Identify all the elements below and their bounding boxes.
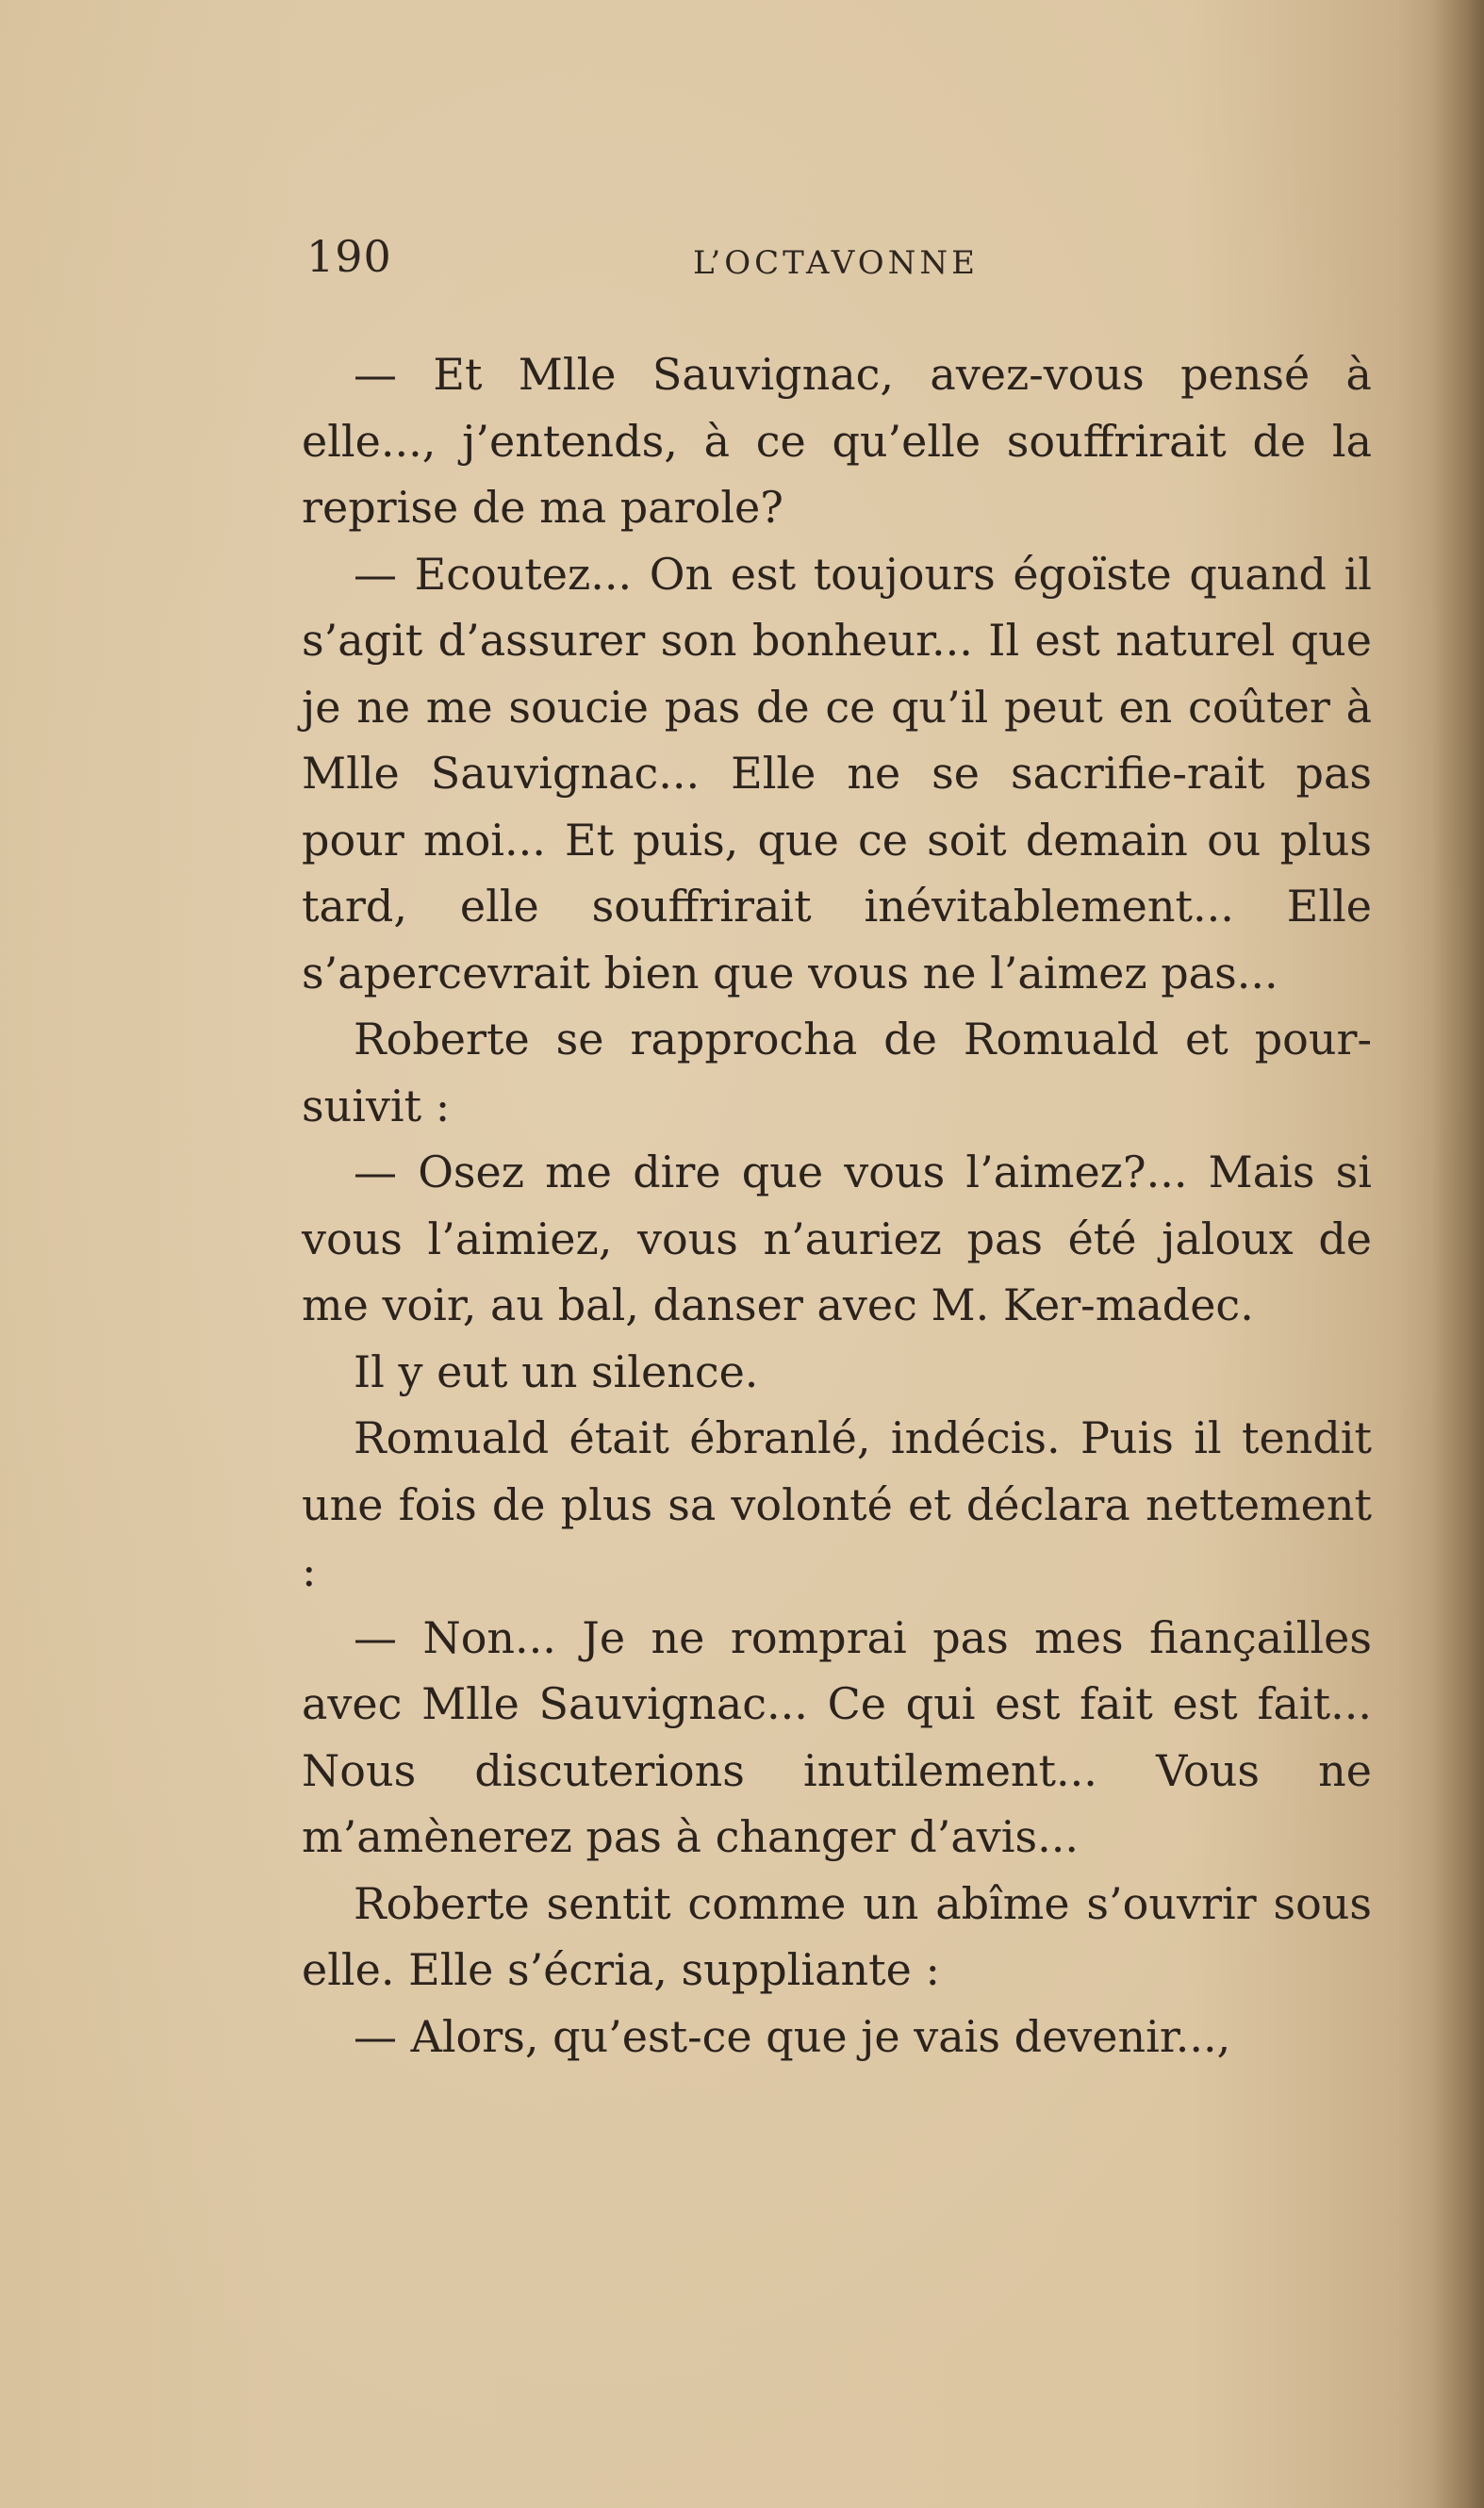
paragraph: Romuald était ébranlé, indécis. Puis il tendit une fois de plus sa volonté et déclara nettement : [302, 1412, 1372, 1596]
paragraph: — Et Mlle Sauvignac, avez-vous pensé à elle..., j’entends, à ce qu’elle souffrirait de la reprise de ma parole? [302, 349, 1372, 533]
running-title: L’OCTAVONNE [693, 244, 979, 282]
paragraph: — Ecoutez... On est toujours égoïste quand il s’agit d’assurer son bonheur... Il est naturel que je ne me soucie pas de ce qu’il peut en coûter à Mlle Sauvignac... Elle ne se sacrifie-rait pas pour moi... Et puis, que ce soit demain ou plus tard, elle souffrirait inévitablement... Elle s’apercevrait bien que vous ne l’aimez pas... [302, 548, 1372, 998]
paragraph: — Osez me dire que vous l’aimez?... Mais si vous l’aimiez, vous n’auriez pas été jaloux de me voir, au bal, danser avec M. Ker-madec. [302, 1147, 1372, 1330]
paragraph: Il y eut un silence. [354, 1345, 759, 1397]
body-text [302, 341, 1372, 2070]
paragraph: Roberte sentit comme un abîme s’ouvrir sous elle. Elle s’écria, suppliante : [302, 1877, 1372, 1995]
page-number: 190 [306, 231, 392, 282]
paragraph: — Alors, qu’est-ce que je vais devenir..., [354, 2010, 1231, 2062]
paragraph: Roberte se rapprocha de Romuald et pour-suivit : [302, 1014, 1372, 1131]
spine-shadow [1432, 0, 1484, 2508]
page-header [306, 231, 1372, 297]
paragraph: — Non... Je ne romprai pas mes fiançailles avec Mlle Sauvignac... Ce qui est fait est fait... Nous discuterions inutilement... Vous ne m’amènerez pas à changer d’avis... [302, 1611, 1372, 1862]
